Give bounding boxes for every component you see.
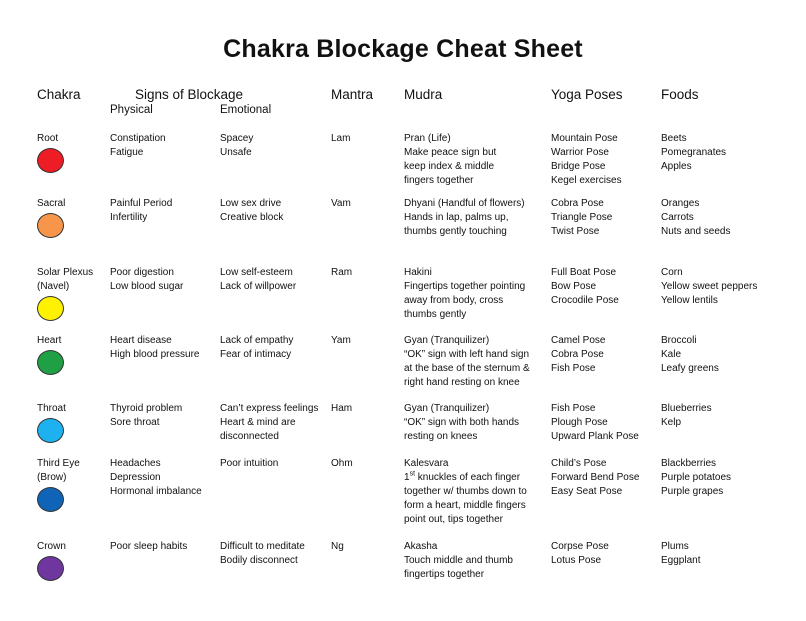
yoga-line: Corpse Pose xyxy=(551,541,609,552)
chakra-color-dot xyxy=(37,350,64,375)
yoga-line: Camel Pose xyxy=(551,335,606,346)
yoga-line: Bow Pose xyxy=(551,281,597,292)
mantra-line: Lam xyxy=(331,133,351,144)
foods-line: Kelp xyxy=(661,417,682,428)
foods-cell xyxy=(661,197,731,239)
mudra-line: Kalesvara xyxy=(404,458,449,469)
yoga-cell xyxy=(551,457,639,499)
physical-line: Heart disease xyxy=(110,335,172,346)
foods-cell xyxy=(661,132,726,174)
emotional-cell xyxy=(220,457,278,471)
header-chakra: Chakra xyxy=(37,87,81,102)
foods-line: Kale xyxy=(661,349,682,360)
yoga-line: Bridge Pose xyxy=(551,161,606,172)
foods-line: Eggplant xyxy=(661,555,701,566)
yoga-line: Crocodile Pose xyxy=(551,295,619,306)
foods-line: Broccoli xyxy=(661,335,697,346)
yoga-line: Mountain Pose xyxy=(551,133,618,144)
physical-line: Poor digestion xyxy=(110,267,174,278)
emotional-line: Bodily disconnect xyxy=(220,555,298,566)
foods-line: Oranges xyxy=(661,198,700,209)
foods-line: Purple potatoes xyxy=(661,472,732,483)
emotional-line: Creative block xyxy=(220,212,284,223)
foods-line: Nuts and seeds xyxy=(661,226,731,237)
physical-line: Thyroid problem xyxy=(110,403,183,414)
physical-cell xyxy=(110,402,182,430)
emotional-cell xyxy=(220,266,296,294)
physical-line: Low blood sugar xyxy=(110,281,184,292)
mudra-line: “OK” sign with left hand sign xyxy=(404,349,530,360)
foods-line: Beets xyxy=(661,133,687,144)
subheader-emotional: Emotional xyxy=(220,104,272,116)
emotional-line: Lack of willpower xyxy=(220,281,297,292)
foods-line: Corn xyxy=(661,267,683,278)
foods-line: Carrots xyxy=(661,212,694,223)
chakra-color-dot xyxy=(37,556,64,581)
mudra-line: thumbs gently touching xyxy=(404,226,507,237)
emotional-line: Difficult to meditate xyxy=(220,541,305,552)
foods-cell xyxy=(661,457,731,499)
yoga-line: Kegel exercises xyxy=(551,175,622,186)
mudra-line: Dhyani (Handful of flowers) xyxy=(404,198,525,209)
emotional-line: Poor intuition xyxy=(220,458,279,469)
emotional-cell xyxy=(220,540,305,568)
emotional-line: Lack of empathy xyxy=(220,335,294,346)
physical-line: Hormonal imbalance xyxy=(110,486,202,497)
mantra-cell xyxy=(331,197,351,211)
mantra-cell xyxy=(331,540,344,554)
foods-line: Apples xyxy=(661,161,692,172)
mantra-cell xyxy=(331,334,351,348)
page-title: Chakra Blockage Cheat Sheet xyxy=(223,35,583,63)
mudra-line: point out, tips together xyxy=(404,514,503,525)
physical-line: Painful Period xyxy=(110,198,173,209)
foods-cell xyxy=(661,540,700,568)
mudra-line: right hand resting on knee xyxy=(404,377,520,388)
header-yoga-poses: Yoga Poses xyxy=(551,87,623,102)
mantra-cell xyxy=(331,266,352,280)
mudra-line: keep index & middle xyxy=(404,161,495,172)
emotional-line: Spacey xyxy=(220,133,254,144)
foods-line: Blackberries xyxy=(661,458,717,469)
yoga-line: Fish Pose xyxy=(551,403,596,414)
mantra-line: Ohm xyxy=(331,458,353,469)
physical-cell xyxy=(110,266,183,294)
foods-line: Leafy greens xyxy=(661,363,719,374)
yoga-cell xyxy=(551,132,622,188)
name-cell xyxy=(37,540,66,554)
yoga-line: Cobra Pose xyxy=(551,198,604,209)
mudra-cell xyxy=(404,457,527,527)
foods-line: Yellow lentils xyxy=(661,295,718,306)
emotional-line: Can’t express feelings xyxy=(220,403,319,414)
mudra-line: Hakini xyxy=(404,267,432,278)
name-cell xyxy=(37,402,66,416)
yoga-line: Upward Plank Pose xyxy=(551,431,639,442)
chakra-color-dot xyxy=(37,418,64,443)
physical-line: Infertility xyxy=(110,212,148,223)
emotional-line: Fear of intimacy xyxy=(220,349,292,360)
yoga-line: Warrior Pose xyxy=(551,147,609,158)
physical-cell xyxy=(110,457,202,499)
mantra-line: Ham xyxy=(331,403,353,414)
name-cell xyxy=(37,334,61,348)
header-foods: Foods xyxy=(661,87,699,102)
name-cell xyxy=(37,197,65,211)
physical-line: Headaches xyxy=(110,458,161,469)
emotional-line: Heart & mind are xyxy=(220,417,296,428)
name-line: Sacral xyxy=(37,198,66,209)
foods-line: Plums xyxy=(661,541,689,552)
mudra-cell xyxy=(404,132,496,188)
mudra-cell xyxy=(404,197,525,239)
mudra-line: fingers together xyxy=(404,175,474,186)
chakra-color-dot xyxy=(37,213,64,238)
yoga-line: Cobra Pose xyxy=(551,349,604,360)
mudra-line: “OK” sign with both hands xyxy=(404,417,520,428)
foods-line: Yellow sweet peppers xyxy=(661,281,758,292)
yoga-line: Child’s Pose xyxy=(551,458,607,469)
yoga-cell xyxy=(551,540,609,568)
emotional-cell xyxy=(220,197,283,225)
physical-cell xyxy=(110,197,172,225)
mudra-line: Gyan (Tranquilizer) xyxy=(404,335,490,346)
yoga-cell xyxy=(551,402,639,444)
mudra-line: fingertips together xyxy=(404,569,485,580)
emotional-cell xyxy=(220,132,253,160)
mudra-line: 1st knuckles of each finger xyxy=(404,470,521,483)
name-cell xyxy=(37,457,80,485)
mantra-line: Ram xyxy=(331,267,353,278)
yoga-line: Forward Bend Pose xyxy=(551,472,640,483)
physical-line: Poor sleep habits xyxy=(110,541,188,552)
chakra-color-dot xyxy=(37,148,64,173)
yoga-line: Twist Pose xyxy=(551,226,600,237)
foods-cell xyxy=(661,334,719,376)
emotional-line: Low self-esteem xyxy=(220,267,293,278)
emotional-cell xyxy=(220,402,318,444)
name-line: Crown xyxy=(37,541,66,552)
mudra-line: resting on knees xyxy=(404,431,478,442)
physical-cell xyxy=(110,334,200,362)
name-line: Root xyxy=(37,133,59,144)
physical-line: Sore throat xyxy=(110,417,160,428)
name-line: (Brow) xyxy=(37,472,67,483)
mudra-cell xyxy=(404,540,513,582)
name-line: Third Eye xyxy=(37,458,80,469)
mantra-line: Vam xyxy=(331,198,351,209)
mudra-cell xyxy=(404,334,530,390)
name-cell xyxy=(37,266,93,294)
name-line: Solar Plexus xyxy=(37,267,94,278)
mantra-cell xyxy=(331,402,352,416)
chakra-color-dot xyxy=(37,487,64,512)
mantra-line: Yam xyxy=(331,335,351,346)
mudra-line: together w/ thumbs down to xyxy=(404,486,527,497)
yoga-line: Triangle Pose xyxy=(551,212,613,223)
header-mantra: Mantra xyxy=(331,87,374,102)
name-line: Throat xyxy=(37,403,66,414)
yoga-line: Full Boat Pose xyxy=(551,267,617,278)
mudra-line: Touch middle and thumb xyxy=(404,555,513,566)
mudra-cell xyxy=(404,402,519,444)
physical-line: High blood pressure xyxy=(110,349,200,360)
mantra-cell xyxy=(331,457,353,471)
mudra-line: Fingertips together pointing xyxy=(404,281,526,292)
name-line: Heart xyxy=(37,335,62,346)
foods-cell xyxy=(661,402,712,430)
physical-line: Depression xyxy=(110,472,161,483)
mudra-line: Gyan (Tranquilizer) xyxy=(404,403,490,414)
emotional-cell xyxy=(220,334,293,362)
yoga-cell xyxy=(551,266,619,308)
physical-line: Fatigue xyxy=(110,147,144,158)
foods-line: Pomegranates xyxy=(661,147,727,158)
mudra-line: at the base of the sternum & xyxy=(404,363,530,374)
emotional-line: Low sex drive xyxy=(220,198,282,209)
mudra-line: away from body, cross xyxy=(404,295,504,306)
foods-cell xyxy=(661,266,757,308)
emotional-line: Unsafe xyxy=(220,147,252,158)
mantra-cell xyxy=(331,132,350,146)
yoga-cell xyxy=(551,334,605,376)
name-cell xyxy=(37,132,58,146)
header-mudra: Mudra xyxy=(404,87,443,102)
yoga-line: Easy Seat Pose xyxy=(551,486,623,497)
mudra-cell xyxy=(404,266,525,322)
foods-line: Purple grapes xyxy=(661,486,724,497)
mudra-line: Hands in lap, palms up, xyxy=(404,212,509,223)
header-signs-of-blockage: Signs of Blockage xyxy=(135,87,244,102)
mudra-line: thumbs gently xyxy=(404,309,467,320)
yoga-line: Plough Pose xyxy=(551,417,608,428)
yoga-cell xyxy=(551,197,612,239)
yoga-line: Fish Pose xyxy=(551,363,596,374)
mudra-line: Akasha xyxy=(404,541,438,552)
name-line: (Navel) xyxy=(37,281,70,292)
physical-cell xyxy=(110,132,166,160)
physical-cell xyxy=(110,540,187,554)
chakra-color-dot xyxy=(37,296,64,321)
mudra-line: Make peace sign but xyxy=(404,147,497,158)
foods-line: Blueberries xyxy=(661,403,712,414)
mudra-line: form a heart, middle fingers xyxy=(404,500,526,511)
emotional-line: disconnected xyxy=(220,431,279,442)
yoga-line: Lotus Pose xyxy=(551,555,602,566)
mudra-line: Pran (Life) xyxy=(404,133,451,144)
subheader-physical: Physical xyxy=(110,104,153,116)
mantra-line: Ng xyxy=(331,541,344,552)
physical-line: Constipation xyxy=(110,133,166,144)
